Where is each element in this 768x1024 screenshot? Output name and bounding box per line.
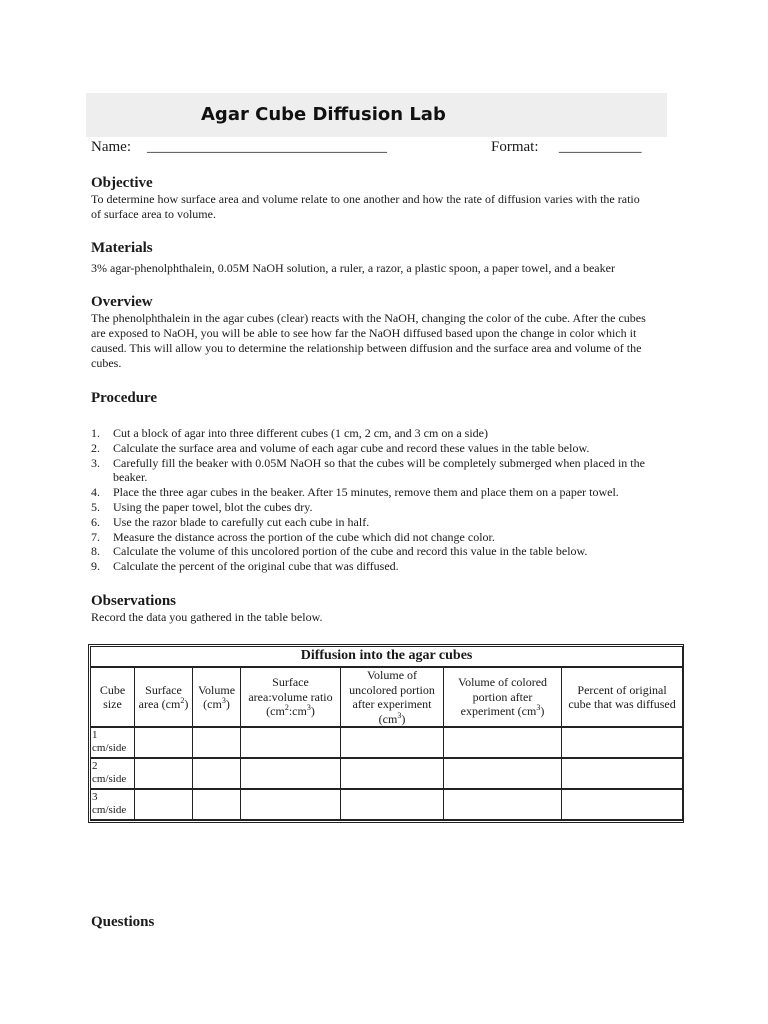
header-text: ) <box>225 697 230 711</box>
header-sup: 3 <box>397 710 402 720</box>
header-text: ) <box>540 704 545 719</box>
procedure-step <box>91 441 676 456</box>
header-line: Surface <box>145 682 182 697</box>
table-cell[interactable] <box>341 789 444 820</box>
header-line: uncolored portion <box>349 682 435 697</box>
format-label: Format: <box>491 139 539 155</box>
questions-heading: Questions <box>91 914 155 930</box>
header-line <box>194 697 239 712</box>
table-cell[interactable] <box>193 727 241 758</box>
overview-line: cubes. <box>91 356 122 370</box>
header-sup: 2 <box>284 703 289 713</box>
step-text: Cut a block of agar into three different cubes (1 cm, 2 cm, and 3 cm on a side) <box>113 426 488 440</box>
table-cell[interactable] <box>562 789 683 820</box>
header-text: area (cm <box>138 697 181 711</box>
header-percent-diffused <box>562 667 683 727</box>
procedure-step <box>91 544 676 559</box>
row-unit: cm/side <box>92 804 127 816</box>
header-cube-size <box>91 667 135 727</box>
header-line: Cube <box>99 682 126 697</box>
row-label <box>91 758 135 789</box>
table-row <box>91 758 683 789</box>
header-line <box>342 712 442 727</box>
header-line: Volume of <box>366 668 418 682</box>
header-line: after experiment <box>352 697 432 711</box>
table-cell[interactable] <box>241 789 341 820</box>
procedure-step <box>91 559 676 574</box>
table-cell[interactable] <box>241 758 341 789</box>
table-cell[interactable] <box>444 727 562 758</box>
header-line <box>242 704 339 719</box>
procedure-step <box>91 426 676 441</box>
table-cell[interactable] <box>135 758 193 789</box>
header-sup: 3 <box>221 696 226 705</box>
objective-heading: Objective <box>91 175 153 191</box>
name-label: Name: <box>91 139 131 155</box>
observations-text: Record the data you gathered in the table below. <box>91 610 323 624</box>
overview-line: are exposed to NaOH, you will be able to see how far the NaOH diffused based upon the change in color which it <box>91 326 637 340</box>
format-line: ___________ <box>559 139 642 155</box>
title-band <box>86 93 667 137</box>
table-cell[interactable] <box>341 758 444 789</box>
header-line: Surface <box>272 675 309 690</box>
step-number: 9. <box>91 559 100 574</box>
row-label <box>91 789 135 820</box>
header-text: ) <box>310 704 315 719</box>
header-line: Volume <box>197 682 236 697</box>
data-table <box>90 646 683 821</box>
overview-line: caused. This will allow you to determine the relationship between diffusion and the surface area and volume of the <box>91 341 642 355</box>
overview-heading: Overview <box>91 294 153 310</box>
step-text: Place the three agar cubes in the beaker. After 15 minutes, remove them and place them on a paper towel. <box>113 485 619 500</box>
header-line: portion after <box>472 689 533 704</box>
header-line: Percent of original <box>577 682 667 697</box>
step-number: 3. <box>91 455 100 470</box>
step-number: 2. <box>91 440 100 455</box>
table-cell[interactable] <box>562 758 683 789</box>
objective-line: of surface area to volume. <box>91 207 216 221</box>
header-line <box>445 704 560 719</box>
row-number: 3 <box>92 791 98 803</box>
step-number: 7. <box>91 529 100 544</box>
row-number: 1 <box>92 729 98 741</box>
table-cell[interactable] <box>241 727 341 758</box>
header-line <box>136 697 191 712</box>
header-text: :cm <box>288 704 307 719</box>
step-number: 8. <box>91 544 100 559</box>
header-surface-area <box>135 667 193 727</box>
procedure-step <box>91 485 676 500</box>
header-uncolored-volume <box>341 667 444 727</box>
observations-heading: Observations <box>91 593 177 609</box>
step-text: Measure the distance across the portion of the cube which did not change color. <box>113 529 495 544</box>
name-format-row <box>91 139 671 159</box>
header-line: cube that was diffused <box>568 697 676 711</box>
objective-line: To determine how surface area and volume relate to one another and how the rate of diffusion varies with the ratio <box>91 192 640 206</box>
header-sup: 3 <box>306 703 311 713</box>
table-header-row <box>91 667 683 727</box>
header-line: area:volume ratio <box>248 689 333 704</box>
objective-text <box>91 192 676 222</box>
materials-heading: Materials <box>91 240 153 256</box>
table-cell[interactable] <box>444 789 562 820</box>
row-label <box>91 727 135 758</box>
procedure-list <box>91 426 676 574</box>
step-number: 4. <box>91 485 100 500</box>
header-text: ) <box>184 697 189 711</box>
step-number: 5. <box>91 499 100 514</box>
table-cell[interactable] <box>135 789 193 820</box>
header-text: (cm <box>266 704 285 719</box>
step-text: Calculate the volume of this uncolored portion of the cube and record this value in the table below. <box>113 544 588 559</box>
table-row <box>91 727 683 758</box>
procedure-step <box>91 530 676 545</box>
materials-text: 3% agar-phenolphthalein, 0.05M NaOH solution, a ruler, a razor, a plastic spoon, a paper towel, and a beaker <box>91 261 615 275</box>
row-number: 2 <box>92 760 98 772</box>
page-title: Agar Cube Diffusion Lab <box>201 104 446 125</box>
table-caption: Diffusion into the agar cubes <box>91 647 683 668</box>
table-cell[interactable] <box>562 727 683 758</box>
step-text: Using the paper towel, blot the cubes dry. <box>113 499 313 514</box>
step-number: 6. <box>91 514 100 529</box>
step-text: Calculate the surface area and volume of each agar cube and record these values in the table below. <box>113 440 590 455</box>
header-ratio <box>241 667 341 727</box>
step-number: 1. <box>91 426 100 440</box>
header-line: size <box>103 697 122 711</box>
header-text: experiment (cm <box>460 704 537 719</box>
table-row <box>91 789 683 820</box>
header-colored-volume <box>444 667 562 727</box>
step-text: Carefully fill the beaker with 0.05M NaOH so that the cubes will be completely submerged when placed in the beaker. <box>113 455 645 485</box>
procedure-step <box>91 456 676 486</box>
procedure-heading: Procedure <box>91 390 158 406</box>
header-sup: 3 <box>536 703 541 713</box>
overview-line: The phenolphthalein in the agar cubes (clear) reacts with the NaOH, changing the color of the cube. After the cubes <box>91 311 646 325</box>
step-text: Calculate the percent of the original cube that was diffused. <box>113 559 399 574</box>
header-sup: 2 <box>180 696 185 705</box>
procedure-step <box>91 515 676 530</box>
table-cell[interactable] <box>135 727 193 758</box>
table-caption-row <box>91 647 683 668</box>
header-text: ) <box>401 711 406 726</box>
header-text: (cm <box>378 711 398 726</box>
row-unit: cm/side <box>92 742 127 754</box>
table-cell[interactable] <box>193 758 241 789</box>
step-text: Use the razor blade to carefully cut each cube in half. <box>113 514 370 529</box>
table-cell[interactable] <box>341 727 444 758</box>
header-volume <box>193 667 241 727</box>
row-unit: cm/side <box>92 773 127 785</box>
procedure-step <box>91 500 676 515</box>
overview-text <box>91 311 676 371</box>
header-text: (cm <box>203 697 222 711</box>
header-line: Volume of colored <box>457 675 548 690</box>
name-line: ________________________________ <box>147 139 387 155</box>
data-table-frame <box>88 644 684 823</box>
table-cell[interactable] <box>193 789 241 820</box>
table-cell[interactable] <box>444 758 562 789</box>
